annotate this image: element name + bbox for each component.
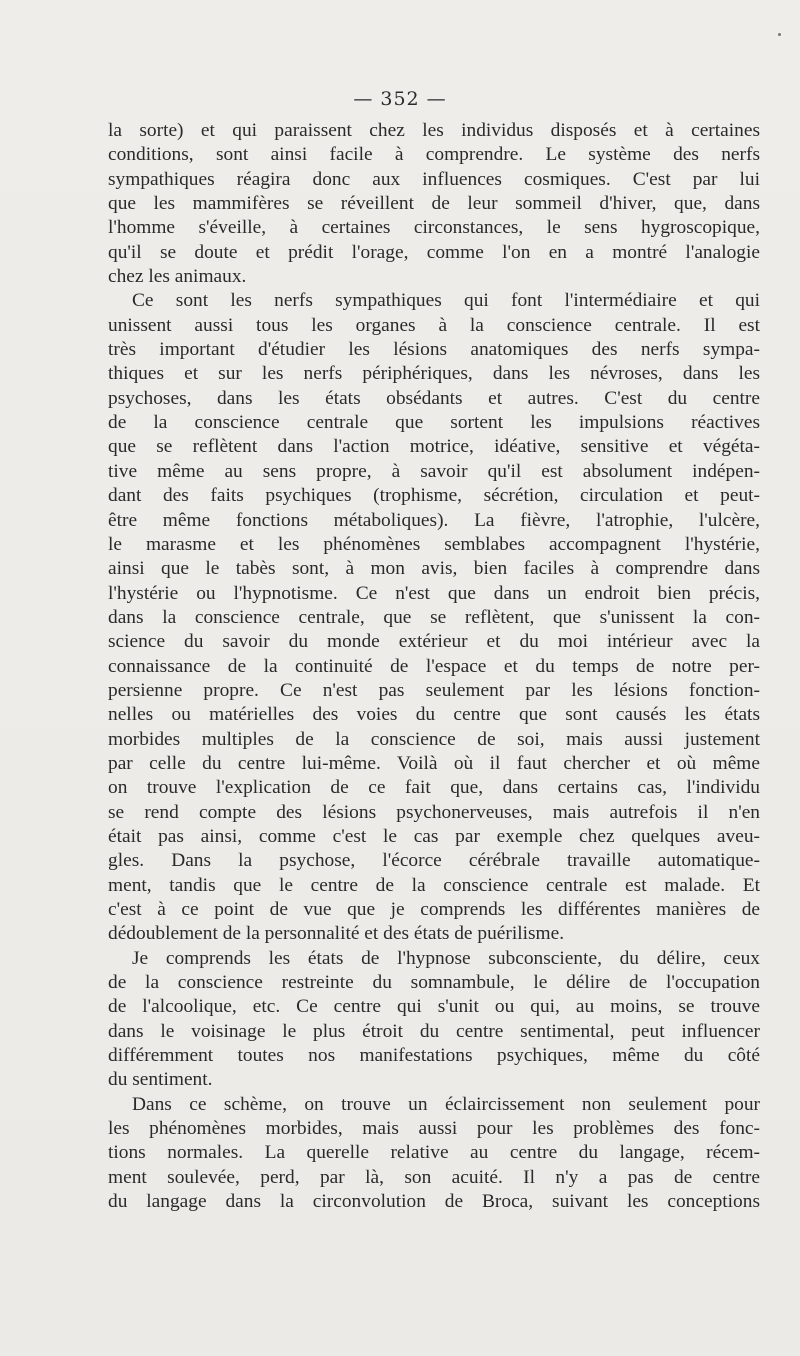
text-line: Ce sont les nerfs sympathiques qui font l'intermédiaire et qui: [132, 290, 760, 312]
text-line: science du savoir du monde extérieur et du moi intérieur avec la: [108, 631, 760, 653]
text-line: Je comprends les états de l'hypnose subconsciente, du délire, ceux: [132, 947, 760, 969]
text-line: thiques et sur les nerfs périphériques, dans les névroses, dans les: [108, 363, 760, 385]
text-line: les phénomènes morbides, mais aussi pour les problèmes des fonc-: [108, 1118, 760, 1140]
text-line: dans la conscience centrale, que se reflètent, que s'unissent la con-: [108, 606, 760, 628]
text-line: unissent aussi tous les organes à la conscience centrale. Il est: [108, 314, 760, 336]
text-line: dans le voisinage le plus étroit du centre sentimental, peut influencer: [108, 1020, 760, 1042]
text-line: par celle du centre lui-même. Voilà où il faut chercher et où même: [108, 752, 760, 774]
text-line: nelles ou matérielles des voies du centre que sont causés les états: [108, 704, 760, 726]
text-line: du sentiment.: [108, 1069, 213, 1091]
text-line: était pas ainsi, comme c'est le cas par exemple chez quelques aveu-: [108, 825, 760, 847]
text-line: qu'il se doute et prédit l'orage, comme l'on en a montré l'analogie: [108, 241, 760, 263]
text-line: dant des faits psychiques (trophisme, sécrétion, circulation et peut-: [108, 485, 760, 507]
text-line: persienne propre. Ce n'est pas seulement par les lésions fonction-: [108, 679, 760, 701]
text-line: du langage dans la circonvolution de Broca, suivant les conceptions: [108, 1191, 760, 1213]
text-line: que les mammifères se réveillent de leur sommeil d'hiver, que, dans: [108, 193, 760, 215]
text-line: se rend compte des lésions psychonerveuses, mais autrefois il n'en: [108, 801, 760, 823]
text-line: être même fonctions métaboliques). La fièvre, l'atrophie, l'ulcère,: [108, 509, 760, 531]
text-line: Dans ce schème, on trouve un éclaircissement non seulement pour: [132, 1093, 760, 1115]
text-line: le marasme et les phénomènes semblabes accompagnent l'hystérie,: [108, 533, 760, 555]
text-line: chez les animaux.: [108, 266, 247, 288]
text-line: différemment toutes nos manifestations psychiques, même du côté: [108, 1045, 760, 1067]
text-line: que se reflètent dans l'action motrice, idéative, sensitive et végéta-: [108, 436, 760, 458]
text-line: dédoublement de la personnalité et des états de puérilisme.: [108, 923, 565, 945]
page-body-text: [108, 119, 760, 1214]
text-line: connaissance de la continuité de l'espace et du temps de notre per-: [108, 655, 760, 677]
text-line: l'hystérie ou l'hypnotisme. Ce n'est que dans un endroit bien précis,: [108, 582, 760, 604]
text-line: la sorte) et qui paraissent chez les individus disposés et à certaines: [108, 120, 760, 141]
text-line: ment, tandis que le centre de la conscience centrale est malade. Et: [108, 874, 760, 896]
text-line: tive même au sens propre, à savoir qu'il est absolument indépen-: [108, 460, 760, 482]
text-line: psychoses, dans les états obsédants et autres. C'est du centre: [108, 387, 760, 409]
text-line: ainsi que le tabès sont, à mon avis, bien faciles à comprendre dans: [108, 558, 760, 580]
page-number: — 352 —: [353, 88, 447, 110]
text-line: c'est à ce point de vue que je comprends les différentes manières de: [108, 899, 760, 920]
text-line: l'homme s'éveille, à certaines circonstances, le sens hygroscopique,: [108, 217, 760, 239]
text-line: sympathiques réagira donc aux influences cosmiques. C'est par lui: [108, 168, 760, 190]
text-line: on trouve l'explication de ce fait que, dans certains cas, l'individu: [108, 777, 760, 799]
ink-speck: [778, 33, 781, 36]
text-line: de l'alcoolique, etc. Ce centre qui s'unit ou qui, au moins, se trouve: [108, 996, 760, 1018]
text-line: de la conscience restreinte du somnambule, le délire de l'occupation: [108, 972, 760, 994]
text-line: gles. Dans la psychose, l'écorce cérébrale travaille automatique-: [108, 850, 760, 872]
text-line: conditions, sont ainsi facile à comprendre. Le système des nerfs: [108, 144, 760, 166]
text-line: ment soulevée, perd, par là, son acuité. Il n'y a pas de centre: [108, 1166, 760, 1188]
text-line: de la conscience centrale que sortent les impulsions réactives: [108, 412, 760, 434]
text-line: morbides multiples de la conscience de soi, mais aussi justement: [108, 728, 760, 750]
text-line: tions normales. La querelle relative au centre du langage, récem-: [108, 1142, 760, 1164]
text-line: très important d'étudier les lésions anatomiques des nerfs sympa-: [108, 339, 760, 361]
